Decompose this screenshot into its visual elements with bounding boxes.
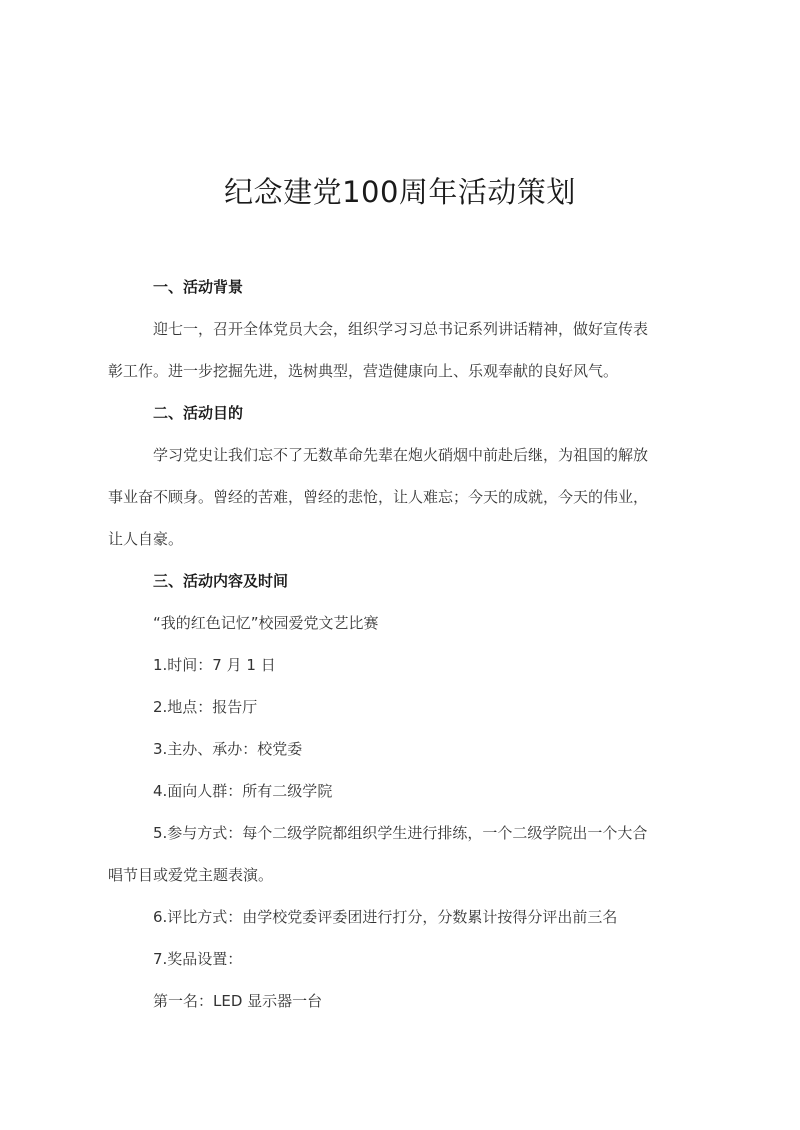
list-item-participation [108,812,693,896]
list-item-organizer: 3.主办、承办：校党委 [153,740,303,758]
paragraph-line: 唱节目或爱党主题表演。 [108,866,274,884]
list-item-event-name: “我的红色记忆”校园爱党文艺比赛 [153,614,379,632]
section-paragraph-background [108,308,693,392]
paragraph-line: 让人自豪。 [108,530,184,548]
document-title: 纪念建党100周年活动策划 [224,175,576,209]
list-item-prizes: 7.奖品设置： [153,950,243,968]
paragraph-line: 事业奋不顾身。曾经的苦难，曾经的悲怆，让人难忘；今天的成就，今天的伟业， [108,488,649,506]
section-heading-purpose: 二、活动目的 [153,404,244,422]
list-item-location: 2.地点：报告厅 [153,698,258,716]
list-item-time: 1.时间：7 月 1 日 [153,656,276,674]
list-item-audience: 4.面向人群：所有二级学院 [153,782,333,800]
paragraph-line: 彰工作。进一步挖掘先进，选树典型，营造健康向上、乐观奉献的良好风气。 [108,362,619,380]
list-item-first-prize: 第一名：LED 显示器一台 [153,992,323,1010]
list-item-evaluation: 6.评比方式：由学校党委评委团进行打分，分数累计按得分评出前三名 [153,908,618,926]
paragraph-line: 5.参与方式：每个二级学院都组织学生进行排练，一个二级学院出一个大合 [153,824,648,842]
section-heading-background: 一、活动背景 [153,278,244,296]
paragraph-line: 迎七一，召开全体党员大会，组织学习习总书记系列讲话精神，做好宣传表 [153,320,649,338]
section-heading-content: 三、活动内容及时间 [153,572,289,590]
paragraph-line: 学习党史让我们忘不了无数革命先辈在炮火硝烟中前赴后继，为祖国的解放 [153,446,649,464]
document-body [108,266,693,1022]
section-paragraph-purpose [108,434,693,560]
